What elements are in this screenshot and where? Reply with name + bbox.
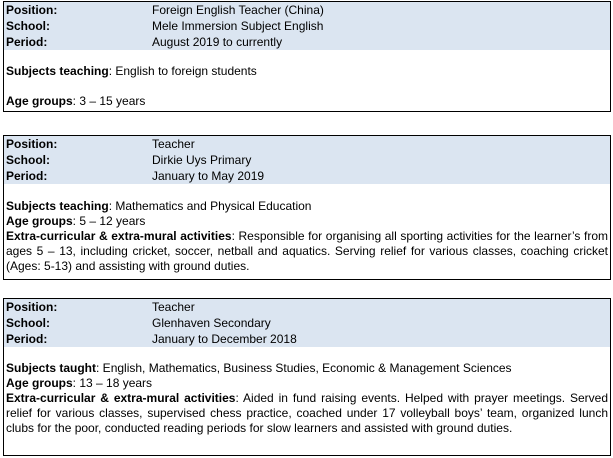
school-label: School: [6,316,50,330]
subjects-line [6,361,608,376]
subjects-line [6,199,608,214]
period-label: Period: [6,35,48,49]
extra-activities-paragraph [6,391,608,436]
subjects-value: : English to foreign students [108,64,257,78]
extra-activities-paragraph [6,229,608,274]
ages-label: Age groups [6,214,73,228]
position-row [4,299,610,315]
period-value: August 2019 to currently [152,35,283,49]
period-row [4,34,610,50]
position-value: Foreign English Teacher (China) [152,3,324,17]
school-row [4,18,610,34]
entry-body [4,184,610,274]
position-label: Position: [6,300,58,314]
ages-value: : 3 – 15 years [72,94,146,108]
school-label: School: [6,19,50,33]
position-row [4,136,610,152]
period-label: Period: [6,169,48,183]
extra-activities-label: Extra-curricular & extra-mural activities [6,391,236,405]
subjects-line [6,64,608,79]
position-value: Teacher [152,137,195,151]
subjects-label: Subjects taught [6,361,97,375]
experience-entry-2 [3,135,611,280]
position-value: Teacher [152,300,195,314]
position-label: Position: [6,3,58,17]
entry-header [4,136,610,184]
school-row [4,152,610,168]
extra-activities-value: : Responsible for organising all sporting activities for the learner’s from ages 5 – 13, including cricket, soccer, netball and aquatics. Serving relief for various classes, coaching cricket (Ages: 5-13) and assisting with ground duties. [6,229,609,273]
ages-value: : 5 – 12 years [72,214,146,228]
period-value: January to May 2019 [152,169,265,183]
school-label: School: [6,153,50,167]
school-value: Mele Immersion Subject English [152,19,324,33]
entry-body [4,50,610,109]
subjects-label: Subjects teaching [6,199,109,213]
ages-label: Age groups [6,376,73,390]
entry-header [4,2,610,50]
entry-header [4,299,610,347]
ages-label: Age groups [6,94,73,108]
experience-entry-1 [3,1,611,112]
subjects-value: : Mathematics and Physical Education [108,199,312,213]
school-row [4,315,610,331]
ages-line [6,376,608,391]
experience-entry-3 [3,298,611,456]
ages-line [6,214,608,229]
subjects-label: Subjects teaching [6,64,109,78]
school-value: Dirkie Uys Primary [152,153,252,167]
ages-line [6,94,608,109]
period-row [4,331,610,347]
period-row [4,168,610,184]
period-value: January to December 2018 [152,332,297,346]
school-value: Glenhaven Secondary [152,316,271,330]
extra-activities-label: Extra-curricular & extra-mural activities [6,229,232,243]
ages-value: : 13 – 18 years [72,376,153,390]
position-label: Position: [6,137,58,151]
period-label: Period: [6,332,48,346]
entry-body [4,347,610,436]
position-row [4,2,610,18]
extra-activities-value: : Aided in fund raising events. Helped with prayer meetings. Served relief for various classes, supervised chess practice, coached under 17 volleyball boys’ team, organized lunch clubs for the poor, conducted reading periods for slow learners and assisted with ground duties. [6,391,608,435]
subjects-value: : English, Mathematics, Business Studies, Economic & Management Sciences [96,361,512,375]
